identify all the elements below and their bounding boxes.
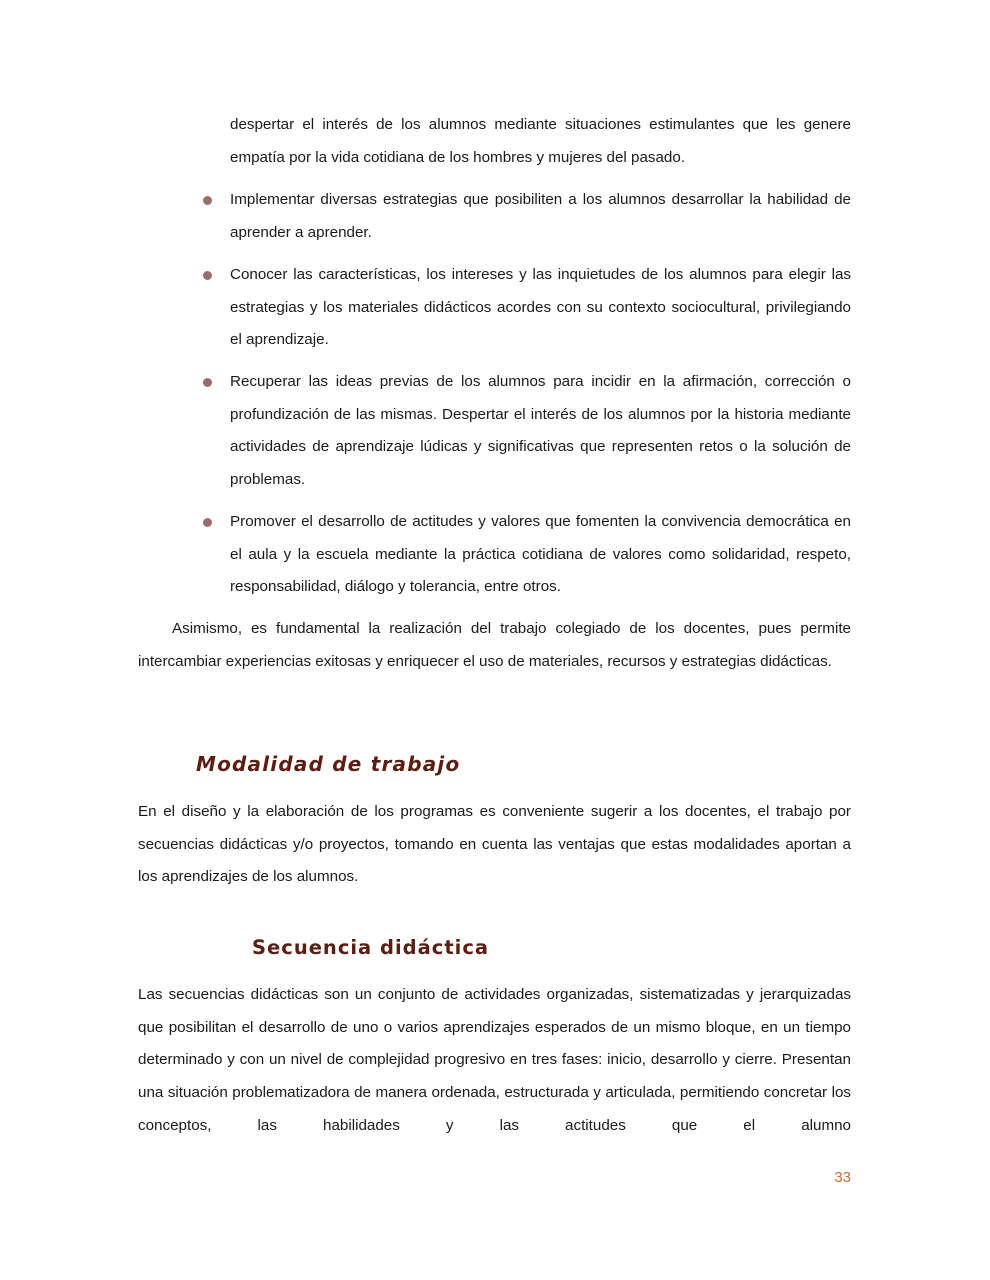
bullet-icon (203, 378, 212, 387)
list-item-text: Conocer las características, los intereses y las inquietudes de los alumnos para elegir las estrategias y los materiales didácticos acordes con su contexto sociocultural, privilegiando el aprendizaje. (230, 266, 851, 349)
list-item (230, 506, 851, 604)
list-item (230, 259, 851, 357)
page-number: 33 (834, 1169, 851, 1186)
modalidad-paragraph: En el diseño y la elaboración de los programas es conveniente sugerir a los docentes, el trabajo por secuencias didácticas y/o proyectos, tomando en cuenta las ventajas que estas modalidades aportan a los aprendizajes de los alumnos. (138, 803, 851, 886)
bullet-icon (203, 196, 212, 205)
asimismo-paragraph: Asimismo, es fundamental la realización del trabajo colegiado de los docentes, pues permite intercambiar experiencias exitosas y enriquecer el uso de materiales, recursos y estrategias didácticas. (138, 620, 851, 670)
list-item-text: Recuperar las ideas previas de los alumnos para incidir en la afirmación, corrección o profundización de las mismas. Despertar el interés de los alumnos por la historia mediante actividades de aprendizaje lúdicas y significativas que representen retos o la solución de problemas. (230, 373, 851, 489)
continuation-text: despertar el interés de los alumnos mediante situaciones estimulantes que les genere empatía por la vida cotidiana de los hombres y mujeres del pasado. (230, 116, 851, 166)
secuencia-paragraph: Las secuencias didácticas son un conjunto de actividades organizadas, sistematizadas y jerarquizadas que posibilitan el desarrollo de uno o varios aprendizajes esperados de un mismo bloque, en un tiempo determinado y con un nivel de complejidad progresivo en tres fases: inicio, desarrollo y cierre. Presentan una situación problematizadora de manera ordenada, estructurada y articulada, permitiendo concretar los conceptos, las habilidades y las actitudes que el alumno (138, 986, 851, 1134)
list-item-text: Promover el desarrollo de actitudes y valores que fomenten la convivencia democrática en el aula y la escuela mediante la práctica cotidiana de valores como solidaridad, respeto, responsabilidad, diálogo y tolerancia, entre otros. (230, 513, 851, 596)
secuencia-heading: Secuencia didáctica (252, 936, 490, 959)
modalidad-heading: Modalidad de trabajo (196, 752, 461, 776)
list-item (230, 366, 851, 497)
bullet-icon (203, 271, 212, 280)
bullet-icon (203, 518, 212, 527)
list-item-text: Implementar diversas estrategias que posibiliten a los alumnos desarrollar la habilidad de aprender a aprender. (230, 191, 851, 241)
list-item (230, 184, 851, 249)
